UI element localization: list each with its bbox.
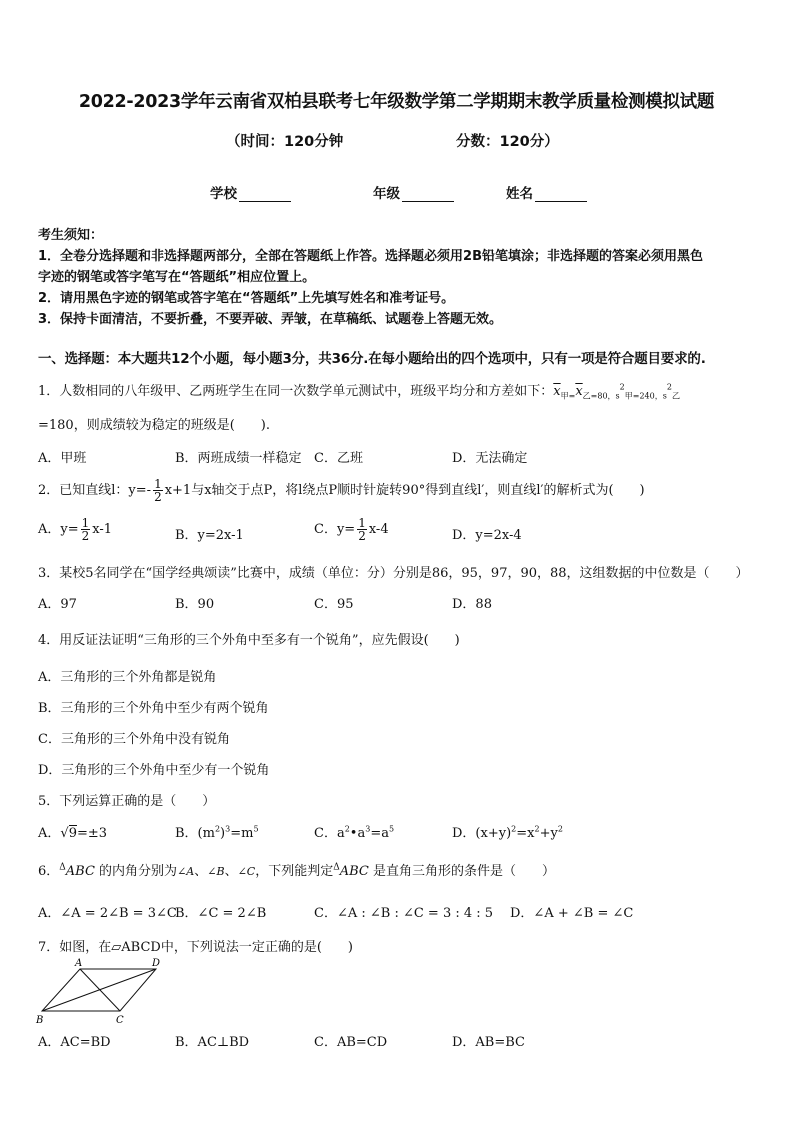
school-blank <box>239 187 291 202</box>
exam-score: 分数：120分） <box>456 134 559 150</box>
q1-stem: 1．人数相同的八年级甲、乙两班学生在同一次数学单元测试中，班级平均分和方差如下：$\overline{x}_{甲=}\overline{x}_{乙=80,s}^2_{甲=240,s}^2_乙$ <box>38 382 680 401</box>
q5-option-d[interactable]: D．$(x+y)^2=x^2+y^2$ <box>452 824 563 841</box>
vertex-label-c: C <box>116 1015 124 1026</box>
school-label: 学校 <box>210 186 237 202</box>
vertex-label-d: D <box>152 958 161 969</box>
vertex-label-a: A <box>75 958 83 969</box>
q3-option-b[interactable]: B．90 <box>175 597 215 612</box>
q6-option-b[interactable]: B．∠C = 2∠B <box>175 906 267 921</box>
parallelogram-figure <box>30 955 170 1027</box>
q1-option-a[interactable]: A．甲班 <box>38 451 87 466</box>
q6-option-d[interactable]: D．∠A + ∠B = ∠C <box>510 906 634 921</box>
grade-field <box>373 182 454 202</box>
q2-option-c[interactable]: C．y= $\frac{1}{2}$ x-4 <box>314 516 389 543</box>
q2-option-d[interactable]: D．y=2x-4 <box>452 528 522 543</box>
q4-option-a[interactable]: A．三角形的三个外角都是锐角 <box>38 670 217 685</box>
q5-option-c[interactable]: C．$a^2•a^3=a^5$ <box>314 824 395 841</box>
section-heading: 一、选择题：本大题共12个小题，每小题3分，共36分.在每小题给出的四个选项中，只有一项是符合题目要求的. <box>38 351 706 367</box>
q4-option-b[interactable]: B．三角形的三个外角中至少有两个锐角 <box>38 701 269 716</box>
q3-option-a[interactable]: A．97 <box>38 597 77 612</box>
q1-option-c[interactable]: C．乙班 <box>314 451 363 466</box>
diagonal-bd <box>42 969 156 1011</box>
q4-option-c[interactable]: C．三角形的三个外角中没有锐角 <box>38 732 230 747</box>
q7-option-c[interactable]: C．AB=CD <box>314 1035 388 1050</box>
vertex-label-b: B <box>36 1015 44 1026</box>
q2-stem: 2．已知直线l：y=- $\frac{1}{2}$ x+1与x轴交于点P，将l绕点P顺时针旋转90°得到直线l′，则直线l′的解析式为( ) <box>38 477 645 504</box>
grade-label: 年级 <box>373 186 400 202</box>
q1-stem-cont: =180，则成绩较为稳定的班级是( ). <box>38 418 270 433</box>
q3-option-c[interactable]: C．95 <box>314 597 354 612</box>
q5-stem: 5．下列运算正确的是（ ） <box>38 794 216 809</box>
exam-title: 2022-2023学年云南省双柏县联考七年级数学第二学期期末教学质量检测模拟试题 <box>78 92 715 112</box>
q3-stem: 3．某校5名同学在“国学经典颂读”比赛中，成绩（单位：分）分别是86，95，97，90，88，这组数据的中位数是（ ） <box>38 566 749 581</box>
notice-line-1b: 字迹的钢笔或答字笔写在“答题纸”相应位置上。 <box>38 270 316 285</box>
q3-option-d[interactable]: D．88 <box>452 597 492 612</box>
q6-option-c[interactable]: C．∠A : ∠B : ∠C = 3 : 4 : 5 <box>314 906 494 921</box>
notice-line-3: 3．保持卡面清洁，不要折叠，不要弄破、弄皱，在草稿纸、试题卷上答题无效。 <box>38 312 503 327</box>
name-label: 姓名 <box>506 186 533 202</box>
q7-option-a[interactable]: A．AC=BD <box>38 1035 111 1050</box>
q1-option-b[interactable]: B．两班成绩一样稳定 <box>175 451 302 466</box>
q5-option-a[interactable]: A．√9=±3 <box>38 826 108 841</box>
notice-line-1a: 1．全卷分选择题和非选择题两部分，全部在答题纸上作答。选择题必须用2B铅笔填涂；非选择题的答案必须用黑色 <box>38 249 704 264</box>
q2-fraction: $\frac{1}{2}$ <box>154 477 162 504</box>
name-field <box>506 182 587 202</box>
q2-option-a[interactable]: A．y= $\frac{1}{2}$ x-1 <box>38 516 113 543</box>
q5-option-b[interactable]: B．$(m^2)^3=m^5$ <box>175 824 259 841</box>
q7-option-b[interactable]: B．AC⊥BD <box>175 1035 250 1050</box>
q4-stem: 4．用反证法证明“三角形的三个外角中至多有一个锐角”，应先假设( ) <box>38 633 460 648</box>
q4-option-d[interactable]: D．三角形的三个外角中至少有一个锐角 <box>38 763 270 778</box>
q7-option-d[interactable]: D．AB=BC <box>452 1035 525 1050</box>
q6-option-a[interactable]: A．∠A = 2∠B = 3∠C <box>38 906 177 921</box>
grade-blank <box>402 187 454 202</box>
q7-stem: 7．如图，在▱ABCD中，下列说法一定正确的是( ) <box>38 940 353 955</box>
q1-option-d[interactable]: D．无法确定 <box>452 451 528 466</box>
name-blank <box>535 187 587 202</box>
school-field <box>210 182 291 202</box>
q6-stem: 6．$^\Delta$ABC 的内角分别为∠A、∠B、∠C，下列能判定$^\Delta$ABC 是直角三角形的条件是（ ） <box>38 862 556 879</box>
notice-line-2: 2．请用黑色字迹的钢笔或答字笔在“答题纸”上先填写姓名和准考证号。 <box>38 291 455 306</box>
notice-heading: 考生须知： <box>38 228 104 243</box>
exam-time: （时间：120分钟 <box>226 134 344 150</box>
q2-option-b[interactable]: B．y=2x-1 <box>175 528 244 543</box>
